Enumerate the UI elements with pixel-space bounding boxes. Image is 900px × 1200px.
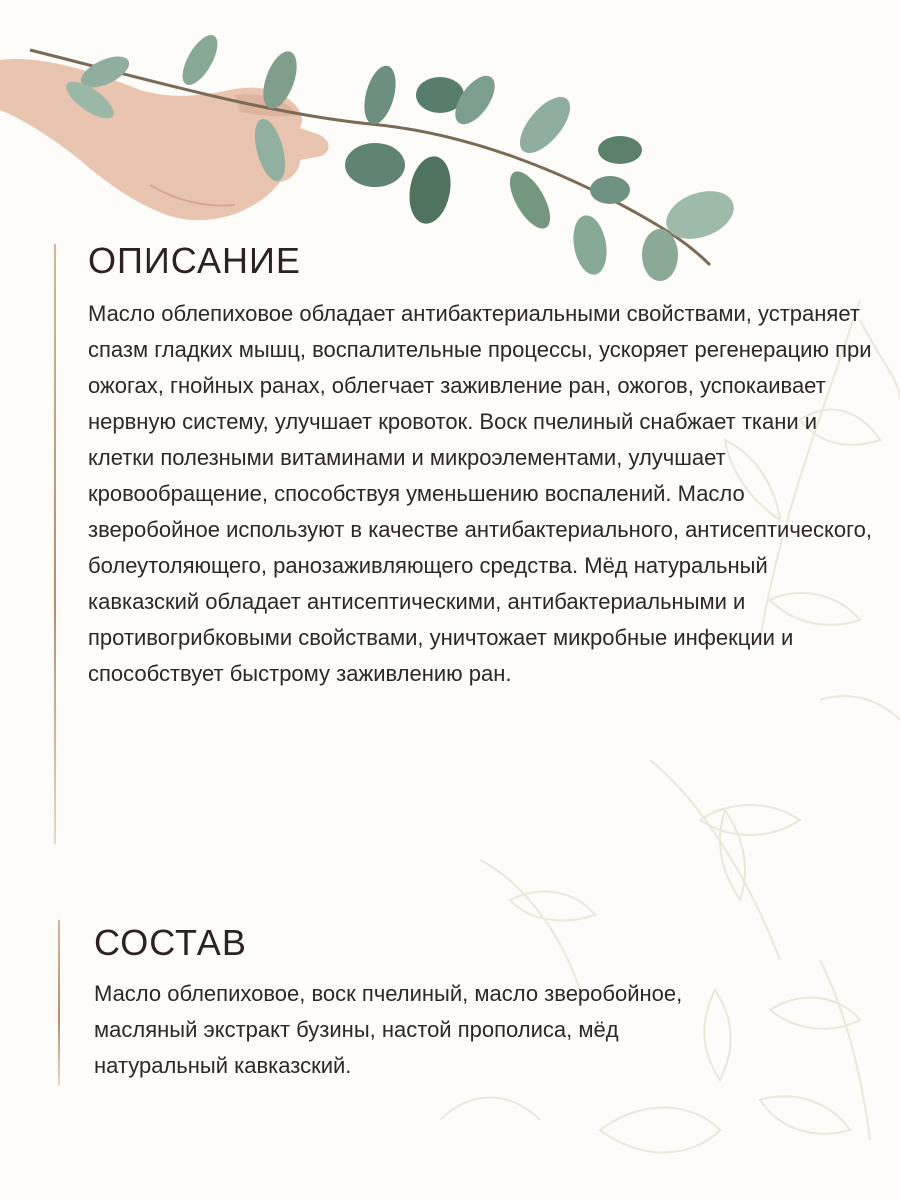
description-section xyxy=(88,240,878,692)
description-text: Масло облепиховое обладает антибактериальными свойствами, устраняет спазм гладких мышц, воспалительные процессы, ускоряет регенерацию при ожогах, гнойных ранах, облегчает заживление ран, ожогов, успокаивает нервную систему, улучшает кровоток. Воск пчелиный снабжает ткани и клетки полезными витаминами и микроэлементами, улучшает кровообращение, способствуя уменьшению воспалений. Масло зверобойное используют в качестве антибактериального, антисептического, болеутоляющего, ранозаживляющего средства. Мёд натуральный кавказский обладает антисептическими, антибактериальными и противогрибковыми свойствами, уничтожает микробные инфекции и способствует быстрому заживлению ран. xyxy=(88,301,873,686)
composition-accent-line xyxy=(58,920,60,1085)
description-title: ОПИСАНИЕ xyxy=(88,240,301,281)
composition-section xyxy=(94,922,754,1084)
composition-text: Масло облепиховое, воск пчелиный, масло зверобойное, масляный экстракт бузины, настой прополиса, мёд натуральный кавказский. xyxy=(94,981,683,1078)
description-accent-line xyxy=(54,244,56,844)
composition-title: СОСТАВ xyxy=(94,922,247,963)
